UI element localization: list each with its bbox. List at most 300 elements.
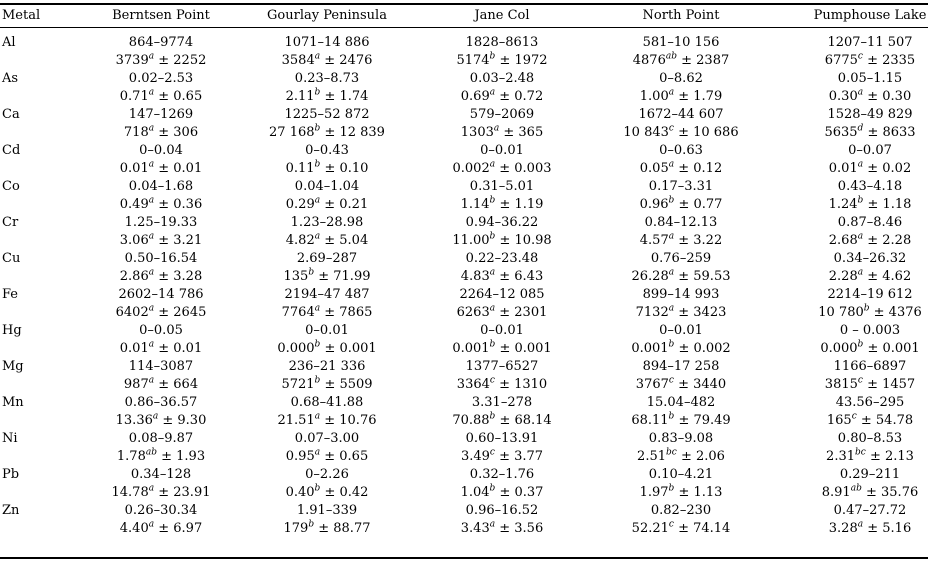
table-header: [0, 6, 928, 26]
significance-letter: c: [489, 375, 495, 386]
header-metal: Metal: [2, 8, 41, 23]
significance-letter: a: [314, 51, 321, 62]
significance-letter: b: [489, 411, 496, 422]
range-north-point: 0.82–230: [650, 503, 712, 518]
mean-sd-gourlay-peninsula: [286, 160, 369, 178]
mean-sd-gourlay-peninsula: [286, 196, 368, 214]
range-jane-col: 1377–6527: [465, 359, 539, 374]
range-gourlay-peninsula: 0.68–41.88: [290, 395, 364, 410]
sd-value: ± 2.13: [869, 449, 914, 464]
header-berntsen-point: Berntsen Point: [112, 8, 210, 23]
mean-value: 1.97: [639, 485, 669, 500]
significance-letter: a: [314, 447, 321, 458]
mean-sd-north-point: [632, 268, 731, 286]
range-pumphouse-lake: 0.80–8.53: [837, 431, 903, 446]
mean-value: 135: [283, 269, 309, 284]
mean-value: 0.40: [285, 485, 315, 500]
range-jane-col: 0.32–1.76: [469, 467, 535, 482]
significance-letter: c: [489, 447, 495, 458]
sd-value: ± 3.21: [158, 233, 203, 248]
sd-value: ± 3423: [678, 305, 727, 320]
significance-letter: a: [148, 123, 155, 134]
mean-sd-berntsen-point: [120, 196, 202, 214]
range-berntsen-point: 0.50–16.54: [124, 251, 198, 266]
mean-sd-pumphouse-lake: [829, 268, 911, 286]
range-pumphouse-lake: 0.47–27.72: [833, 503, 907, 518]
significance-letter: a: [489, 159, 496, 170]
significance-letter: b: [489, 483, 496, 494]
mean-value: 52.21: [631, 521, 669, 536]
sd-value: ± 1972: [499, 53, 548, 68]
mean-value: 3.06: [119, 233, 149, 248]
sd-value: ± 0.003: [499, 161, 552, 176]
significance-letter: b: [314, 123, 321, 134]
mean-value: 14.78: [111, 485, 149, 500]
mean-sd-berntsen-point: [116, 52, 207, 70]
significance-letter: ab: [665, 51, 677, 62]
sd-value: ± 0.001: [324, 341, 377, 356]
significance-letter: a: [148, 303, 155, 314]
mean-sd-berntsen-point: [116, 412, 207, 430]
sd-value: ± 88.77: [318, 521, 371, 536]
significance-letter: b: [489, 231, 496, 242]
sd-value: ± 664: [158, 377, 199, 392]
mean-value: 3739: [115, 53, 149, 68]
mean-value: 6775: [824, 53, 858, 68]
sd-value: ± 2335: [867, 53, 916, 68]
significance-letter: b: [489, 339, 496, 350]
significance-letter: b: [668, 483, 675, 494]
mean-value: 3364: [456, 377, 490, 392]
mean-value: 6402: [115, 305, 149, 320]
sd-value: ± 74.14: [678, 521, 731, 536]
significance-letter: b: [489, 195, 496, 206]
mean-value: 3584: [281, 53, 315, 68]
mean-value: 0.69: [460, 89, 490, 104]
range-north-point: 1672–44 607: [638, 107, 724, 122]
range-pumphouse-lake: 0–0.07: [848, 143, 892, 158]
mean-value: 0.000: [820, 341, 858, 356]
sd-value: ± 2301: [499, 305, 548, 320]
range-north-point: 0–8.62: [659, 71, 703, 86]
sd-value: ± 1.93: [161, 449, 206, 464]
significance-letter: b: [308, 267, 315, 278]
range-berntsen-point: 0.08–9.87: [128, 431, 194, 446]
mean-sd-north-point: [631, 412, 730, 430]
mean-value: 10 843: [623, 125, 669, 140]
mean-sd-north-point: [640, 160, 722, 178]
metal-name: Mg: [2, 359, 24, 374]
sd-value: ± 365: [503, 125, 544, 140]
mean-value: 0.002: [452, 161, 490, 176]
range-berntsen-point: 147–1269: [128, 107, 194, 122]
sd-value: ± 0.72: [499, 89, 544, 104]
sd-value: ± 1457: [867, 377, 916, 392]
mean-value: 3.28: [828, 521, 858, 536]
range-berntsen-point: 0–0.05: [139, 323, 183, 338]
mean-sd-jane-col: [452, 232, 551, 250]
mean-sd-pumphouse-lake: [827, 412, 913, 430]
significance-letter: b: [668, 339, 675, 350]
mean-sd-jane-col: [457, 376, 547, 394]
metal-name: Ni: [2, 431, 18, 446]
mean-value: 2.68: [828, 233, 858, 248]
mean-sd-pumphouse-lake: [820, 340, 919, 358]
sd-value: ± 79.49: [678, 413, 731, 428]
mean-value: 165: [826, 413, 852, 428]
mean-value: 987: [123, 377, 149, 392]
significance-letter: a: [857, 519, 864, 530]
mean-sd-gourlay-peninsula: [282, 304, 373, 322]
table-row: [0, 286, 928, 322]
mean-value: 3815: [824, 377, 858, 392]
mean-value: 0.05: [639, 161, 669, 176]
sd-value: ± 6.97: [158, 521, 203, 536]
bottom-rule: [0, 557, 928, 559]
mean-value: 0.01: [828, 161, 858, 176]
sd-value: ± 0.10: [324, 161, 369, 176]
mean-value: 2.51: [637, 449, 667, 464]
sd-value: ± 0.36: [158, 197, 203, 212]
sd-value: ± 0.37: [499, 485, 544, 500]
table-row: [0, 502, 928, 538]
significance-letter: a: [314, 195, 321, 206]
mean-sd-jane-col: [457, 304, 548, 322]
significance-letter: bc: [855, 447, 866, 458]
table-row: [0, 250, 928, 286]
mean-sd-pumphouse-lake: [825, 376, 915, 394]
sd-value: ± 4376: [873, 305, 922, 320]
mean-sd-gourlay-peninsula: [284, 268, 371, 286]
sd-value: ± 5509: [324, 377, 373, 392]
sd-value: ± 2387: [681, 53, 730, 68]
range-berntsen-point: 0.26–30.34: [124, 503, 198, 518]
mean-sd-north-point: [640, 88, 722, 106]
range-jane-col: 2264–12 085: [459, 287, 545, 302]
significance-letter: bc: [666, 447, 677, 458]
range-pumphouse-lake: 0.29–211: [839, 467, 901, 482]
mean-value: 21.51: [277, 413, 315, 428]
range-berntsen-point: 0.86–36.57: [124, 395, 198, 410]
sd-value: ± 0.30: [867, 89, 912, 104]
sd-value: ± 12 839: [324, 125, 385, 140]
mean-sd-pumphouse-lake: [829, 88, 911, 106]
mean-sd-jane-col: [453, 160, 552, 178]
range-gourlay-peninsula: 1.23–28.98: [290, 215, 364, 230]
significance-letter: b: [314, 339, 321, 350]
table-row: [0, 34, 928, 70]
header-jane-col: Jane Col: [474, 8, 530, 23]
significance-letter: a: [148, 339, 155, 350]
mean-value: 13.36: [115, 413, 153, 428]
mean-value: 4.82: [285, 233, 315, 248]
mean-value: 4.83: [460, 269, 490, 284]
range-gourlay-peninsula: 0.07–3.00: [294, 431, 360, 446]
mean-value: 2.28: [828, 269, 858, 284]
sd-value: ± 2476: [324, 53, 373, 68]
sd-value: ± 3.77: [499, 449, 544, 464]
mean-value: 7764: [281, 305, 315, 320]
range-jane-col: 579–2069: [469, 107, 535, 122]
mean-sd-gourlay-peninsula: [281, 376, 372, 394]
mean-sd-north-point: [636, 376, 726, 394]
significance-letter: a: [489, 267, 496, 278]
metal-name: As: [2, 71, 19, 86]
range-pumphouse-lake: 0.05–1.15: [837, 71, 903, 86]
mean-value: 2.11: [285, 89, 315, 104]
range-jane-col: 0.96–16.52: [465, 503, 539, 518]
significance-letter: b: [314, 483, 321, 494]
mean-sd-pumphouse-lake: [829, 196, 912, 214]
table-row: [0, 430, 928, 466]
sd-value: ± 1.79: [678, 89, 723, 104]
sd-value: ± 10.98: [499, 233, 552, 248]
table-row: [0, 358, 928, 394]
range-gourlay-peninsula: 0–2.26: [305, 467, 349, 482]
sd-value: ± 3.22: [678, 233, 723, 248]
mean-value: 0.71: [119, 89, 149, 104]
sd-value: ± 0.65: [158, 89, 203, 104]
metal-name: Pb: [2, 467, 20, 482]
range-pumphouse-lake: 0.87–8.46: [837, 215, 903, 230]
mean-sd-gourlay-peninsula: [284, 520, 371, 538]
mean-sd-jane-col: [456, 52, 547, 70]
header-rule: [0, 27, 928, 28]
mean-value: 4.57: [639, 233, 669, 248]
mean-value: 70.88: [452, 413, 490, 428]
mean-sd-gourlay-peninsula: [277, 340, 376, 358]
significance-letter: b: [308, 519, 315, 530]
metal-name: Ca: [2, 107, 20, 122]
significance-letter: b: [314, 87, 321, 98]
mean-sd-pumphouse-lake: [818, 304, 922, 322]
mean-value: 179: [283, 521, 309, 536]
significance-letter: a: [148, 267, 155, 278]
mean-value: 718: [123, 125, 149, 140]
significance-letter: c: [857, 51, 863, 62]
metal-name: Mn: [2, 395, 24, 410]
sd-value: ± 10.76: [324, 413, 377, 428]
mean-value: 5635: [824, 125, 858, 140]
range-gourlay-peninsula: 0–0.43: [305, 143, 349, 158]
range-gourlay-peninsula: 236–21 336: [288, 359, 366, 374]
range-gourlay-peninsula: 2.69–287: [296, 251, 358, 266]
sd-value: ± 8633: [867, 125, 916, 140]
mean-value: 8.91: [821, 485, 851, 500]
range-gourlay-peninsula: 1071–14 886: [284, 35, 370, 50]
mean-sd-gourlay-peninsula: [282, 52, 373, 70]
mean-sd-north-point: [637, 448, 725, 466]
significance-letter: a: [489, 519, 496, 530]
significance-letter: b: [314, 375, 321, 386]
significance-letter: b: [314, 159, 321, 170]
mean-sd-jane-col: [461, 484, 544, 502]
sd-value: ± 23.91: [158, 485, 211, 500]
mean-value: 1.24: [828, 197, 858, 212]
mean-sd-north-point: [631, 340, 730, 358]
table-row: [0, 142, 928, 178]
table-row: [0, 106, 928, 142]
significance-letter: a: [668, 159, 675, 170]
sd-value: ± 0.42: [324, 485, 369, 500]
sd-value: ± 5.16: [867, 521, 912, 536]
mean-value: 1.00: [639, 89, 669, 104]
mean-sd-berntsen-point: [116, 304, 207, 322]
range-pumphouse-lake: 1207–11 507: [827, 35, 913, 50]
mean-sd-pumphouse-lake: [825, 52, 915, 70]
mean-value: 3.43: [460, 521, 490, 536]
mean-value: 0.000: [277, 341, 315, 356]
range-north-point: 0.76–259: [650, 251, 712, 266]
mean-value: 0.95: [285, 449, 315, 464]
mean-value: 1303: [460, 125, 494, 140]
metal-name: Cr: [2, 215, 19, 230]
range-gourlay-peninsula: 2194–47 487: [284, 287, 370, 302]
sd-value: ± 306: [158, 125, 199, 140]
mean-sd-berntsen-point: [120, 232, 202, 250]
significance-letter: a: [148, 375, 155, 386]
range-jane-col: 3.31–278: [471, 395, 533, 410]
top-rule: [0, 3, 928, 5]
sd-value: ± 2.06: [680, 449, 725, 464]
range-jane-col: 0–0.01: [480, 143, 524, 158]
metal-name: Fe: [2, 287, 19, 302]
significance-letter: b: [489, 51, 496, 62]
mean-value: 5174: [456, 53, 490, 68]
mean-sd-jane-col: [461, 88, 543, 106]
range-north-point: 0.17–3.31: [648, 179, 714, 194]
sd-value: ± 0.65: [324, 449, 369, 464]
mean-value: 5721: [281, 377, 315, 392]
significance-letter: b: [857, 339, 864, 350]
mean-value: 0.001: [631, 341, 669, 356]
mean-sd-gourlay-peninsula: [286, 448, 368, 466]
range-pumphouse-lake: 43.56–295: [835, 395, 905, 410]
significance-letter: ab: [850, 483, 862, 494]
sd-value: ± 1.74: [324, 89, 369, 104]
significance-letter: c: [668, 375, 674, 386]
mean-sd-north-point: [632, 520, 731, 538]
metal-name: Cd: [2, 143, 21, 158]
significance-letter: a: [668, 87, 675, 98]
mean-value: 6263: [456, 305, 490, 320]
mean-sd-berntsen-point: [120, 340, 202, 358]
sd-value: ± 6.43: [499, 269, 544, 284]
range-north-point: 581–10 156: [642, 35, 720, 50]
range-berntsen-point: 2602–14 786: [118, 287, 204, 302]
significance-letter: b: [857, 195, 864, 206]
significance-letter: a: [489, 303, 496, 314]
significance-letter: a: [857, 267, 864, 278]
mean-value: 1.04: [460, 485, 490, 500]
range-pumphouse-lake: 1528–49 829: [827, 107, 913, 122]
range-gourlay-peninsula: 0.04–1.04: [294, 179, 360, 194]
sd-value: ± 2.28: [867, 233, 912, 248]
mean-sd-jane-col: [461, 124, 543, 142]
range-berntsen-point: 864–9774: [128, 35, 194, 50]
sd-value: ± 2645: [158, 305, 207, 320]
range-jane-col: 0.31–5.01: [469, 179, 535, 194]
mean-value: 27 168: [269, 125, 315, 140]
mean-sd-jane-col: [461, 520, 543, 538]
sd-value: ± 5.04: [324, 233, 369, 248]
significance-letter: b: [863, 303, 870, 314]
range-gourlay-peninsula: 1.91–339: [296, 503, 358, 518]
mean-sd-berntsen-point: [120, 160, 202, 178]
mean-sd-north-point: [623, 124, 738, 142]
range-north-point: 0.83–9.08: [648, 431, 714, 446]
metal-name: Al: [2, 35, 16, 50]
mean-value: 2.31: [826, 449, 856, 464]
range-gourlay-peninsula: 0–0.01: [305, 323, 349, 338]
table-row: [0, 394, 928, 430]
range-berntsen-point: 0.02–2.53: [128, 71, 194, 86]
sd-value: ± 1.18: [867, 197, 912, 212]
mean-sd-pumphouse-lake: [829, 520, 911, 538]
mean-sd-jane-col: [461, 268, 543, 286]
sd-value: ± 59.53: [678, 269, 731, 284]
significance-letter: a: [148, 51, 155, 62]
significance-letter: c: [857, 375, 863, 386]
mean-value: 3767: [635, 377, 669, 392]
mean-sd-berntsen-point: [120, 88, 202, 106]
sd-value: ± 4.62: [867, 269, 912, 284]
mean-sd-berntsen-point: [117, 448, 205, 466]
mean-value: 0.01: [119, 161, 149, 176]
table-row: [0, 178, 928, 214]
sd-value: ± 0.77: [678, 197, 723, 212]
mean-sd-north-point: [633, 52, 729, 70]
metal-name: Cu: [2, 251, 21, 266]
range-pumphouse-lake: 0.43–4.18: [837, 179, 903, 194]
sd-value: ± 0.002: [678, 341, 731, 356]
mean-sd-gourlay-peninsula: [286, 88, 369, 106]
mean-sd-pumphouse-lake: [824, 124, 915, 142]
header-north-point: North Point: [642, 8, 720, 23]
range-pumphouse-lake: 0.34–26.32: [833, 251, 907, 266]
mean-sd-north-point: [640, 484, 723, 502]
significance-letter: a: [857, 159, 864, 170]
range-north-point: 15.04–482: [646, 395, 716, 410]
mean-sd-gourlay-peninsula: [278, 412, 377, 430]
range-jane-col: 0–0.01: [480, 323, 524, 338]
significance-letter: a: [857, 231, 864, 242]
sd-value: ± 68.14: [499, 413, 552, 428]
header-pumphouse-lake: Pumphouse Lake: [813, 8, 927, 23]
range-north-point: 894–17 258: [642, 359, 720, 374]
mean-sd-berntsen-point: [112, 484, 211, 502]
range-berntsen-point: 0.34–128: [130, 467, 192, 482]
significance-letter: a: [857, 87, 864, 98]
significance-letter: a: [148, 195, 155, 206]
significance-letter: a: [668, 231, 675, 242]
sd-value: ± 0.01: [158, 341, 203, 356]
significance-letter: c: [668, 123, 674, 134]
sd-value: ± 0.02: [867, 161, 912, 176]
table-row: [0, 322, 928, 358]
table-row: [0, 70, 928, 106]
range-north-point: 0–0.63: [659, 143, 703, 158]
significance-letter: c: [851, 411, 857, 422]
significance-letter: a: [314, 303, 321, 314]
significance-letter: ab: [145, 447, 157, 458]
significance-letter: a: [493, 123, 500, 134]
mean-sd-north-point: [640, 232, 722, 250]
mean-value: 3.49: [460, 449, 490, 464]
mean-value: 0.96: [639, 197, 669, 212]
significance-letter: a: [148, 87, 155, 98]
mean-value: 4876: [632, 53, 666, 68]
